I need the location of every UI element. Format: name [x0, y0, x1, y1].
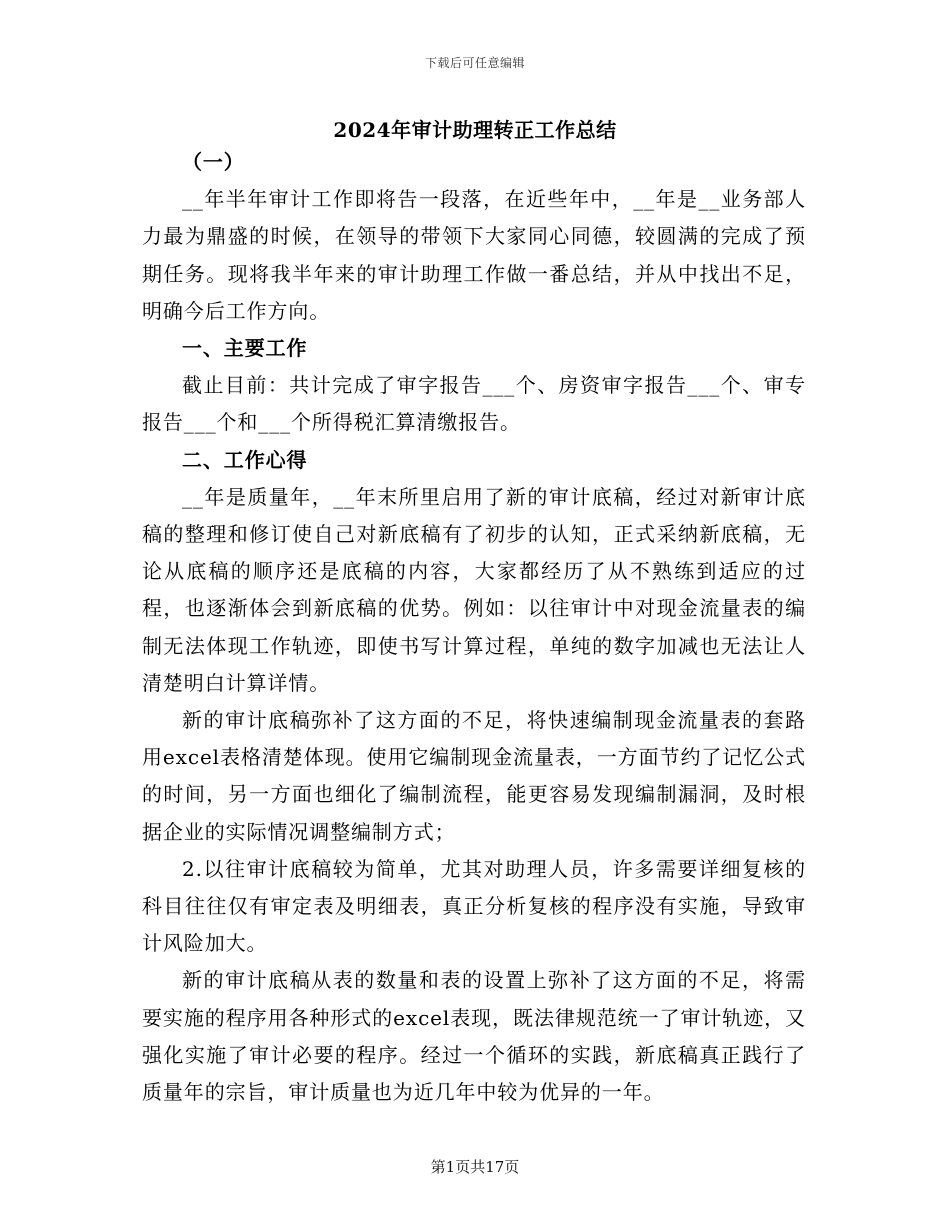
intro-paragraph: __年半年审计工作即将告一段落，在近些年中，__年是__业务部人力最为鼎盛的时候，在领导的带领下大家同心同德，较圆满的完成了预期任务。现将我半年来的审计助理工作做一番总结，并从中找出不足，明确今后工作方向。 — [142, 187, 806, 323]
insights-paragraph-1: __年是质量年，__年末所里启用了新的审计底稿，经过对新审计底稿的整理和修订使自己对新底稿有了初步的认知，正式采纳新底稿，无论从底稿的顺序还是底稿的内容，大家都经历了从不熟练到适应的过程，也逐渐体会到新底稿的优势。例如：以往审计中对现金流量表的编制无法体现工作轨迹，即使书写计算过程，单纯的数字加减也无法让人清楚明白计算详情。 — [142, 484, 806, 695]
heading-work-insights: 二、工作心得 — [182, 447, 308, 472]
insights-paragraph-2: 新的审计底稿弥补了这方面的不足，将快速编制现金流量表的套路用excel表格清楚体现。使用它编制现金流量表，一方面节约了记忆公式的时间，另一方面也细化了编制流程，能更容易发现编制漏洞，及时根据企业的实际情况调整编制方式； — [142, 708, 806, 844]
main-work-paragraph: 截止目前：共计完成了审字报告___个、房资审字报告___个、审专报告___个和___个所得税汇算清缴报告。 — [142, 373, 806, 435]
insights-paragraph-3: 2.以往审计底稿较为简单，尤其对助理人员，许多需要详细复核的科目往往仅有审定表及明细表，真正分析复核的程序没有实施，导致审计风险加大。 — [142, 856, 806, 956]
download-note: 下载后可任意编辑 — [424, 56, 525, 70]
document-title: 2024年审计助理转正工作总结 — [333, 118, 617, 142]
insights-paragraph-4: 新的审计底稿从表的数量和表的设置上弥补了这方面的不足，将需要实施的程序用各种形式的excel表现，既法律规范统一了审计轨迹，又强化实施了审计必要的程序。经过一个循环的实践，新底稿真正践行了质量年的宗旨，审计质量也为近几年中较为优异的一年。 — [142, 968, 806, 1105]
document-body — [142, 144, 806, 1111]
page-number: 第1页共17页 — [430, 1158, 520, 1176]
section-marker: （一） — [182, 150, 245, 174]
heading-main-work: 一、主要工作 — [182, 336, 308, 361]
